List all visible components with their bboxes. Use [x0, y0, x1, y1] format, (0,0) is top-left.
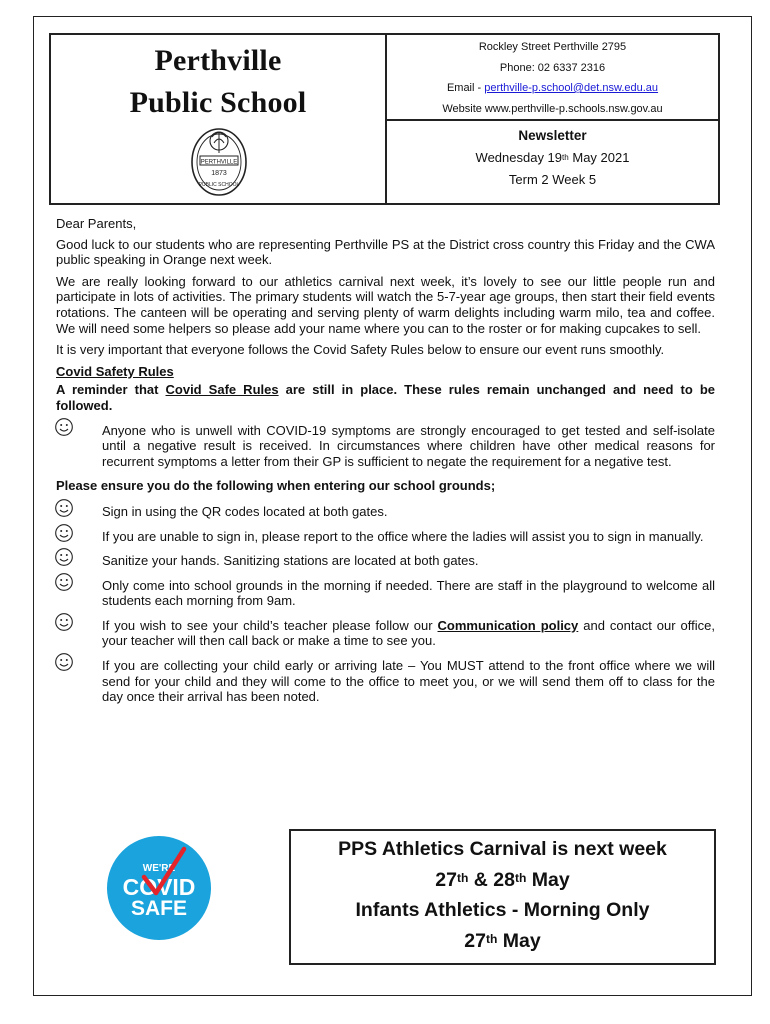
ensure-heading: Please ensure you do the following when entering our school grounds;: [56, 478, 496, 494]
carnival-infants-date: 27th May: [464, 929, 541, 952]
covid-safe-rules-link[interactable]: Covid Safe Rules: [165, 382, 279, 398]
school-crest-icon: [190, 123, 248, 198]
rule-morning-entry: Only come into school grounds in the morning if needed. There are staff in the playground to welcome all students each morning from 9am.: [56, 578, 715, 609]
school-name: [51, 40, 385, 124]
smiley-icon: [54, 612, 74, 632]
svg-text:PUBLIC SCHOOL: PUBLIC SCHOOL: [198, 182, 240, 188]
covid-reminder: A reminder that Covid Safe Rules are still in place. These rules remain unchanged and need to be followed.: [56, 382, 715, 413]
svg-text:PERTHVILLE: PERTHVILLE: [200, 159, 238, 166]
carnival-dates: 27th & 28th May: [435, 868, 570, 891]
school-title-panel: [51, 35, 387, 203]
smiley-icon: [54, 417, 74, 437]
rule-sanitize: Sanitize your hands. Sanitizing stations are located at both gates.: [56, 553, 715, 569]
rule-sign-in: Sign in using the QR codes located at both gates.: [56, 504, 715, 520]
paragraph-athletics: We are really looking forward to our athletics carnival next week, it’s lovely to see our little people run and participate in lots of activities. The primary students will watch the 5-7-year age groups, then start their field events rotations. The canteen will be operating and serving plenty of warm delights including warm milo, tea and coffee. We will need some helpers so please add your name where you can to the roster or for making cupcakes to sell.: [56, 273, 715, 336]
greeting: Dear Parents,: [56, 216, 137, 231]
svg-text:1873: 1873: [211, 170, 227, 177]
school-name-line2: Public School: [129, 86, 307, 119]
school-website: Website www.perthville-p.schools.nsw.gov.au: [442, 102, 663, 115]
paragraph-cross-country: Good luck to our students who are representing Perthville PS at the District cross country this Friday and the CWA public speaking in Orange next week.: [56, 236, 715, 268]
svg-text:WE'RE: WE'RE: [142, 863, 176, 874]
letterhead: [49, 33, 720, 205]
smiley-icon: [54, 547, 74, 567]
communication-policy-link[interactable]: Communication policy: [437, 617, 579, 633]
carnival-infants: Infants Athletics - Morning Only: [355, 899, 650, 921]
newsletter-date: Wednesday 19th May 2021: [475, 150, 630, 165]
newsletter-title: Newsletter: [518, 128, 587, 143]
newsletter-term: Term 2 Week 5: [508, 172, 597, 187]
covid-safe-logo: [106, 835, 212, 941]
smiley-icon: [54, 498, 74, 518]
smiley-icon: [54, 523, 74, 543]
rule-early-late: If you are collecting your child early or arriving late – You MUST attend to the front office where we will send for your child and they will come to the office to meet you, or we will send them off to class for the day once their arrival has been noted.: [56, 658, 715, 705]
newsletter-info: [387, 121, 718, 191]
rule-communication: If you wish to see your child’s teacher please follow our Communication policy and contact our office, your teacher will then call back or make a time to see you.: [56, 618, 715, 649]
svg-text:SAFE: SAFE: [130, 897, 188, 920]
smiley-icon: [54, 652, 74, 672]
school-email-line: Email - perthville-p.school@det.nsw.edu.au: [446, 82, 659, 94]
newsletter-body: [56, 216, 715, 714]
paragraph-covid-intro: It is very important that everyone follows the Covid Safety Rules below to ensure our event runs smoothly.: [56, 342, 665, 358]
svg-text:COVID: COVID: [122, 874, 196, 900]
carnival-line1: PPS Athletics Carnival is next week: [338, 838, 667, 860]
smiley-icon: [54, 572, 74, 592]
email-link[interactable]: perthville-p.school@det.nsw.edu.au: [484, 82, 659, 94]
school-address: Rockley Street Perthville 2795: [478, 41, 627, 53]
contact-details: [387, 35, 718, 121]
school-phone: Phone: 02 6337 2316: [499, 61, 606, 74]
rule-unwell: Anyone who is unwell with COVID-19 symptoms are strongly encouraged to get tested and self-isolate until a negative result is received. In circumstances where children have other medical reasons for recurrent symptoms a letter from their GP is sufficient to negate the requirement for a negative test.: [56, 423, 715, 470]
covid-rules-heading: Covid Safety Rules: [56, 363, 174, 379]
contact-panel: [387, 35, 718, 203]
school-name-line1: Perthville: [154, 44, 282, 77]
athletics-carnival-notice: [289, 829, 716, 965]
rule-office-sign-in: If you are unable to sign in, please report to the office where the ladies will assist you to sign in manually.: [56, 529, 715, 545]
